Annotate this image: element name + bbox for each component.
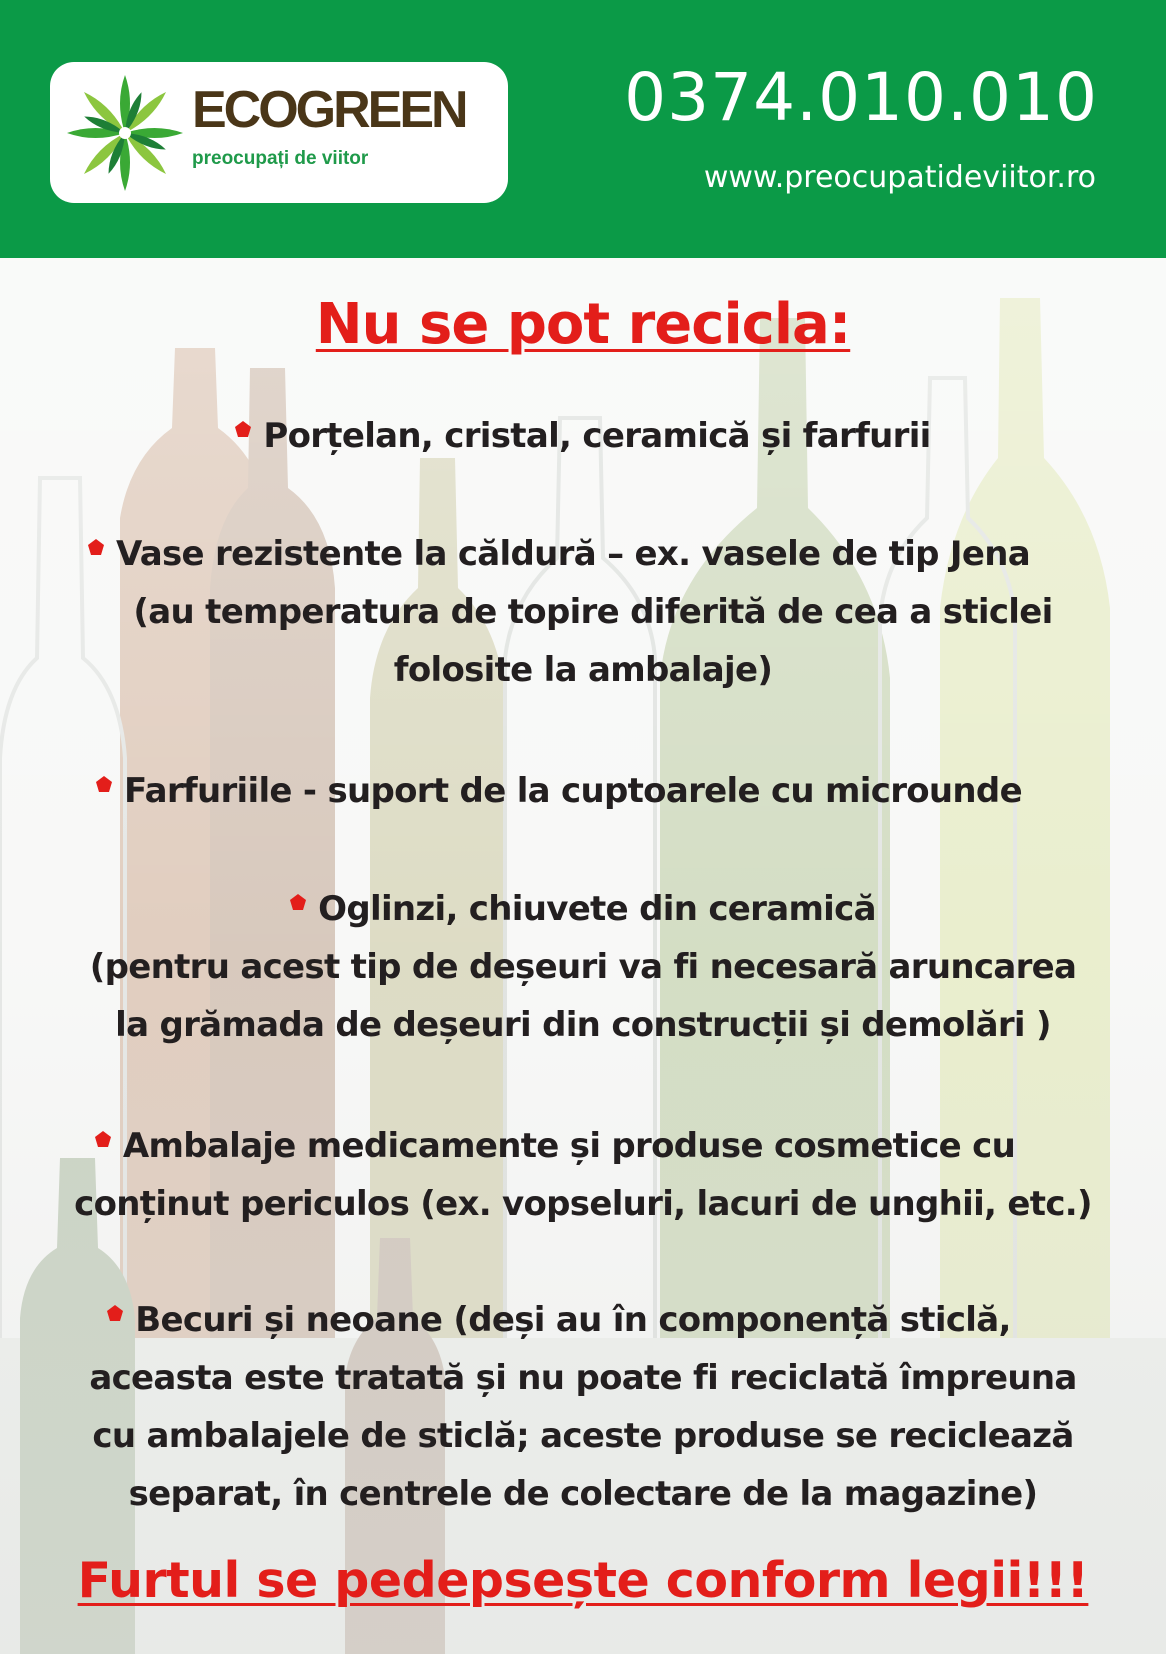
- item-line: folosite la ambalaje): [393, 650, 773, 690]
- item-line: aceasta este tratată și nu poate fi reciclată împreuna: [89, 1358, 1077, 1398]
- red-pentagon-bullet-icon: [107, 1305, 123, 1321]
- item-line: Porțelan, cristal, ceramică și farfurii: [263, 416, 931, 456]
- red-pentagon-bullet-icon: [96, 776, 112, 792]
- red-pentagon-bullet-icon: [95, 1131, 111, 1147]
- item-line: cu ambalajele de sticlă; aceste produse se reciclează: [92, 1416, 1074, 1456]
- item-line: Farfuriile - suport de la cuptoarele cu microunde: [124, 771, 1022, 811]
- footer-warning: Furtul se pedepsește conform legii!!!: [77, 1552, 1089, 1609]
- item-line: (au temperatura de topire diferită de cea a sticlei: [133, 592, 1053, 632]
- item-line: Oglinzi, chiuvete din ceramică: [318, 889, 876, 929]
- header-banner: [0, 0, 1166, 258]
- item-line: (pentru acest tip de deșeuri va fi necesară aruncarea: [89, 947, 1077, 987]
- brand-name: ECOGREEN: [192, 81, 466, 139]
- item-line: Becuri și neoane (deși au în componență sticlă,: [135, 1300, 1011, 1340]
- brand-tagline: preocupați de viitor: [192, 148, 369, 169]
- green-leaf-flower-icon: [64, 72, 186, 194]
- item-line: la grămada de deșeuri din construcții și demolări ): [115, 1005, 1051, 1045]
- item-line: separat, în centrele de colectare de la magazine): [128, 1474, 1038, 1514]
- item-line: Vase rezistente la căldură – ex. vasele de tip Jena: [116, 534, 1030, 574]
- page-title: Nu se pot recicla:: [315, 292, 851, 357]
- red-pentagon-bullet-icon: [290, 894, 306, 910]
- logo: [50, 62, 508, 203]
- red-pentagon-bullet-icon: [235, 421, 251, 437]
- red-pentagon-bullet-icon: [88, 539, 104, 555]
- item-line: conținut periculos (ex. vopseluri, lacuri de unghii, etc.): [74, 1184, 1092, 1224]
- list-item: [0, 407, 1166, 465]
- item-line: Ambalaje medicamente și produse cosmetice cu: [122, 1126, 1016, 1166]
- phone-number: 0374.010.010: [624, 59, 1098, 136]
- website-url: www.preocupatideviitor.ro: [703, 160, 1096, 195]
